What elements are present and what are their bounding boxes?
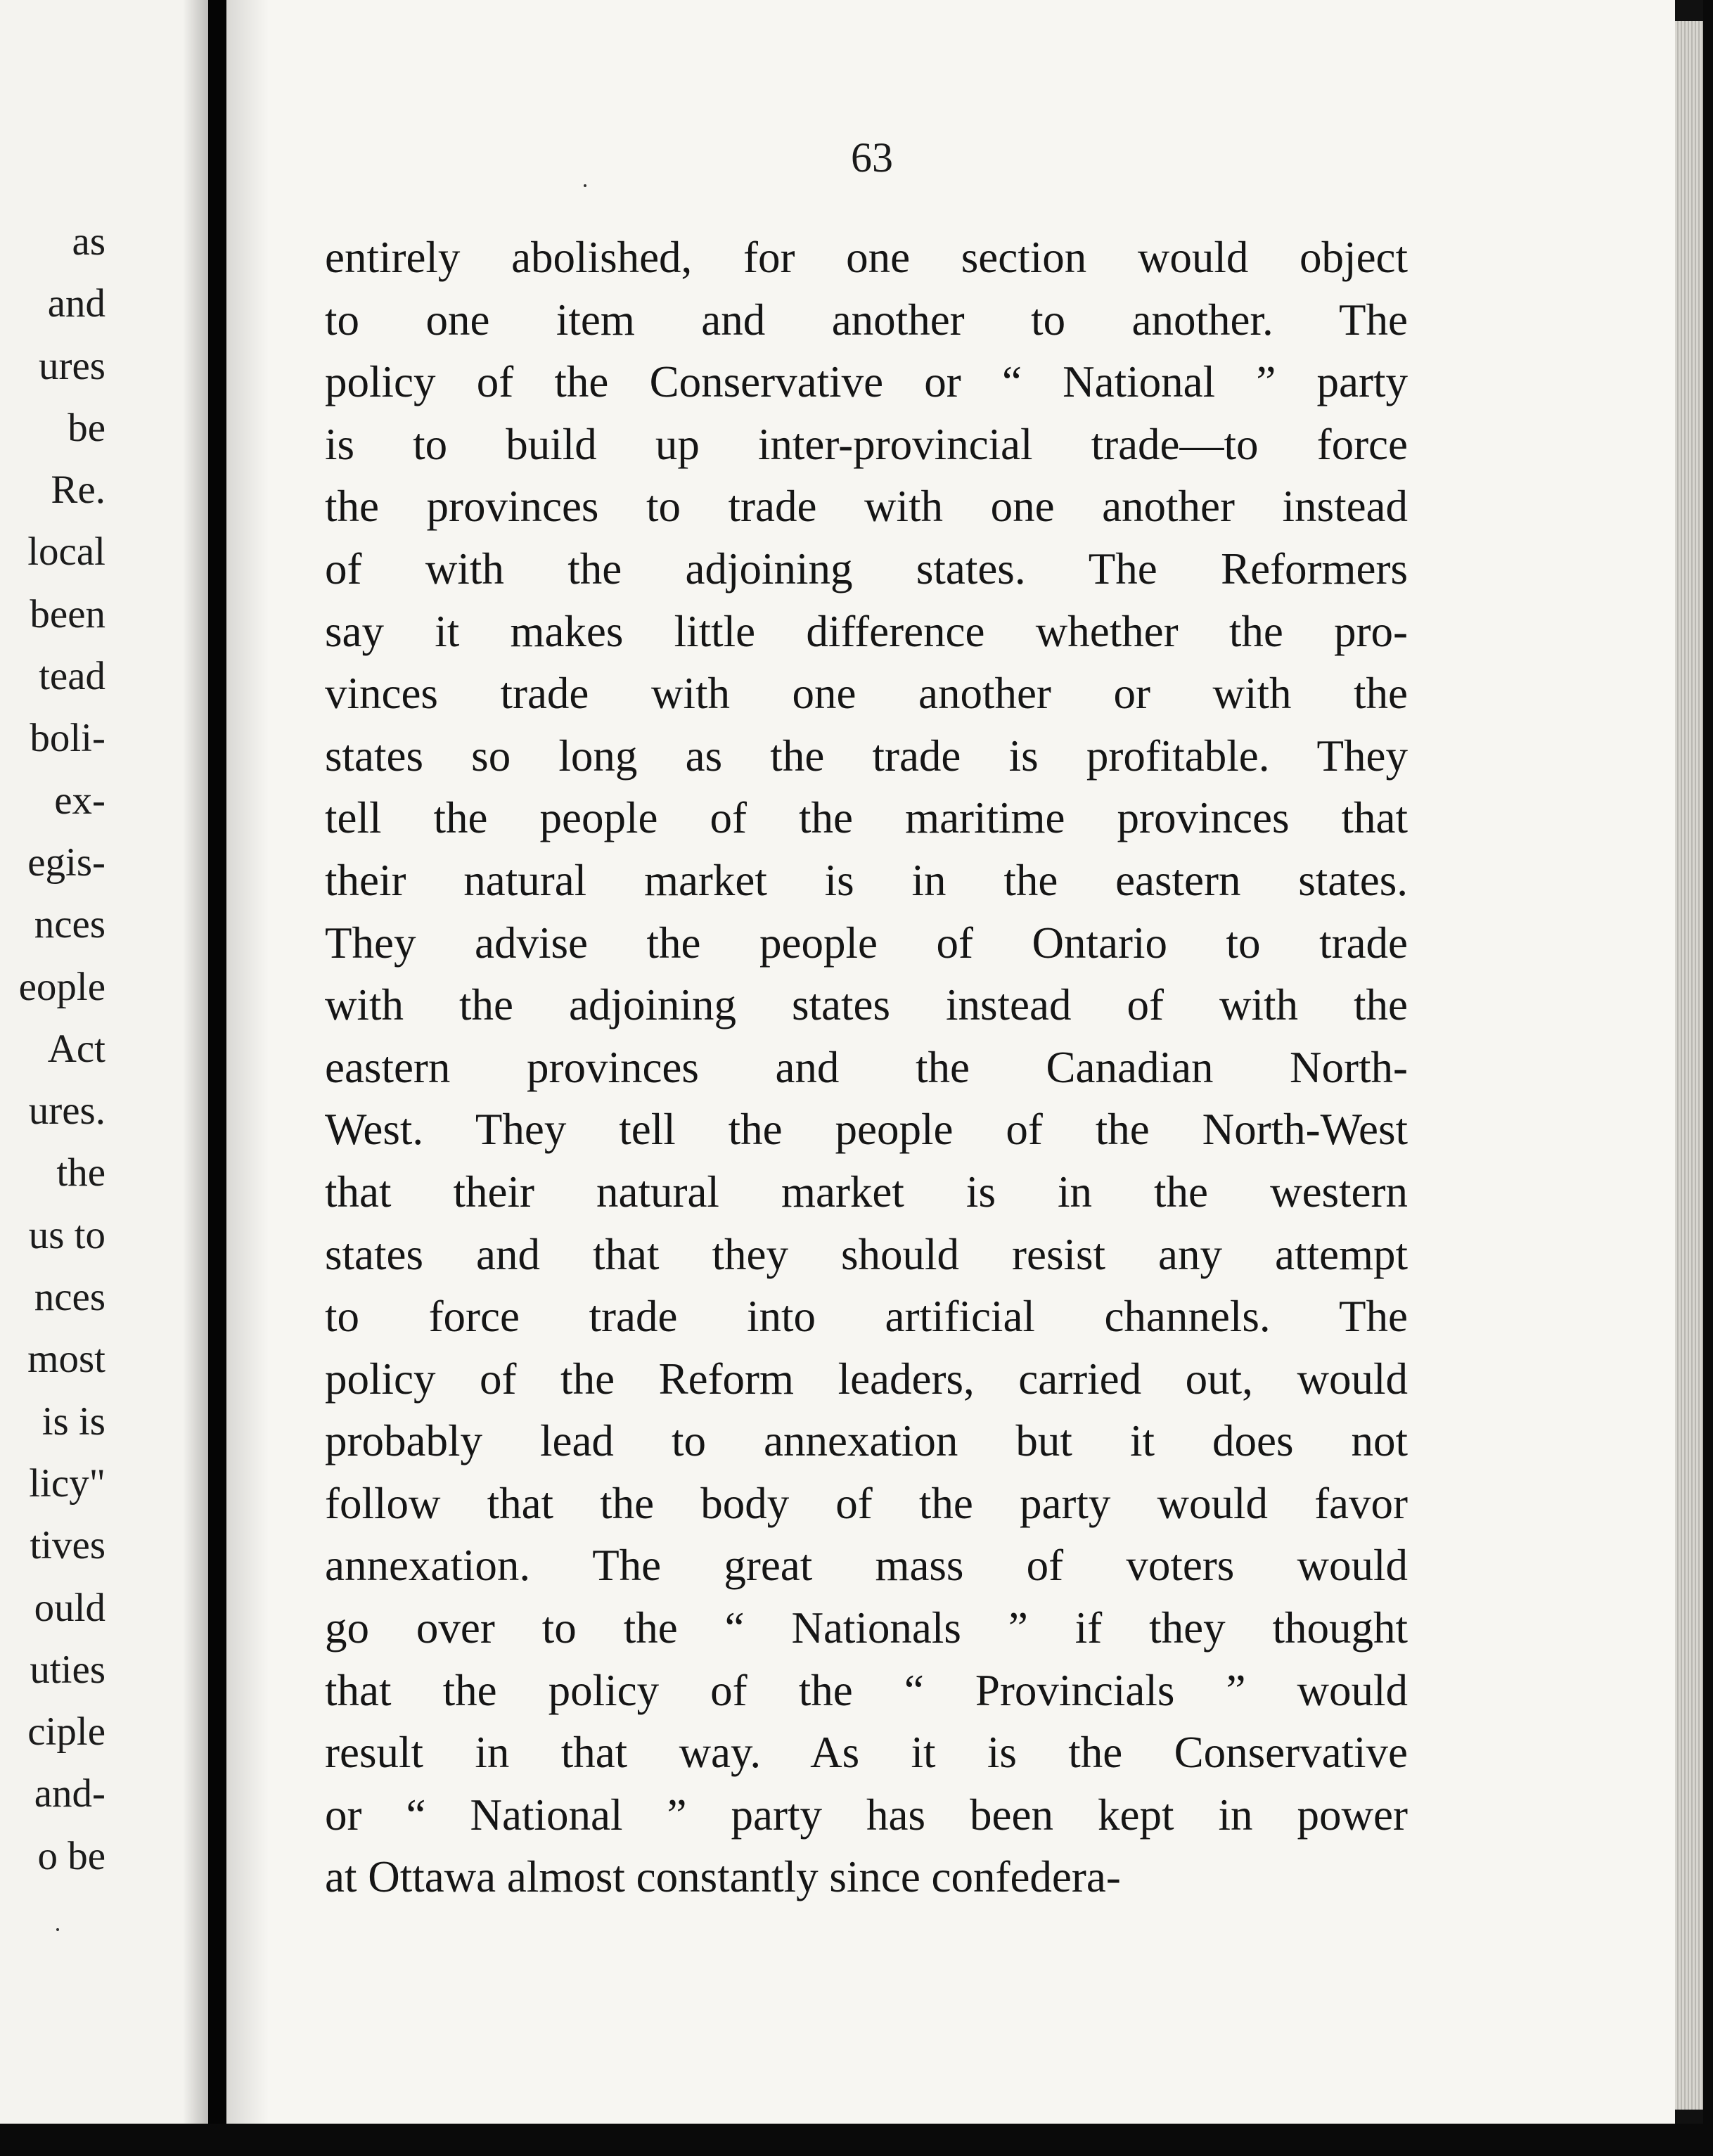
text-line: or “ National ” party has been kept in power <box>325 1790 1408 1840</box>
text-line: West. They tell the people of the North-West <box>325 1105 1408 1155</box>
left-line: ures <box>39 343 105 388</box>
print-speck <box>584 184 586 187</box>
text-line: policy of the Reform leaders, carried out, would <box>325 1354 1408 1404</box>
left-line: uties <box>30 1647 105 1692</box>
text-line: They advise the people of Ontario to trade <box>325 918 1408 968</box>
text-line: follow that the body of the party would favor <box>325 1478 1408 1528</box>
left-line: local <box>27 530 105 575</box>
text-line: to force trade into artificial channels. The <box>325 1292 1408 1342</box>
left-line: ex- <box>54 778 105 823</box>
scan-border-bottom <box>0 2124 1713 2156</box>
text-line: to one item and another to another. The <box>325 295 1408 345</box>
left-line: be <box>68 405 105 450</box>
print-speck <box>56 1928 59 1931</box>
text-line: annexation. The great mass of voters would <box>325 1541 1408 1591</box>
left-line: is is <box>41 1399 105 1444</box>
left-line: o be <box>37 1833 105 1878</box>
left-line: licy" <box>29 1461 105 1506</box>
left-line: as <box>72 219 105 264</box>
left-line: been <box>30 591 105 636</box>
left-line: Re. <box>51 468 105 513</box>
text-line: go over to the “ Nationals ” if they thought <box>325 1603 1408 1653</box>
text-line: tell the people of the maritime provinces that <box>325 793 1408 843</box>
left-line: boli- <box>30 716 105 761</box>
text-line: that the policy of the “ Provincials ” would <box>325 1665 1408 1715</box>
text-line: that their natural market is in the western <box>325 1167 1408 1217</box>
text-line: with the adjoining states instead of with the <box>325 980 1408 1030</box>
left-page-shadow <box>183 0 211 2124</box>
left-line: ould <box>34 1585 105 1630</box>
left-line: and <box>47 281 105 326</box>
left-line: us to <box>28 1212 105 1257</box>
text-line: probably lead to annexation but it does not <box>325 1416 1408 1466</box>
text-line: the provinces to trade with one another instead <box>325 482 1408 532</box>
left-line: nces <box>34 902 105 947</box>
left-line: nces <box>34 1275 105 1320</box>
left-line: the <box>56 1150 105 1195</box>
text-line: states so long as the trade is profitable. They <box>325 731 1408 781</box>
left-line: eople <box>18 964 105 1009</box>
book-gutter <box>208 0 226 2138</box>
text-line: of with the adjoining states. The Reformers <box>325 544 1408 593</box>
text-line: entirely abolished, for one section would object <box>325 233 1408 282</box>
text-line: policy of the Conservative or “ National ” party <box>325 357 1408 407</box>
text-line: is to build up inter-provincial trade—to force <box>325 419 1408 469</box>
text-line: eastern provinces and the Canadian North- <box>325 1042 1408 1092</box>
text-line: vinces trade with one another or with the <box>325 669 1408 719</box>
left-line: tead <box>39 654 105 699</box>
text-line: at Ottawa almost constantly since confedera- <box>325 1852 1121 1902</box>
text-line: their natural market is in the eastern states. <box>325 855 1408 905</box>
body-text <box>325 226 1408 1908</box>
left-line: ciple <box>27 1709 105 1754</box>
left-line: most <box>27 1337 105 1382</box>
scan-border-right <box>1703 0 1713 2156</box>
left-line: and- <box>34 1771 105 1816</box>
text-line: say it makes little difference whether the pro- <box>325 606 1408 656</box>
page-number: 63 <box>851 134 893 181</box>
text-line: result in that way. As it is the Conservative <box>325 1728 1408 1778</box>
left-line: egis- <box>27 840 105 885</box>
text-line: states and that they should resist any attempt <box>325 1229 1408 1279</box>
left-line: ures. <box>28 1089 105 1134</box>
left-page-text <box>0 211 105 1887</box>
left-line: Act <box>47 1026 105 1071</box>
page-stack-edge <box>1675 21 1703 2110</box>
left-page <box>0 0 211 2124</box>
left-line: tives <box>30 1523 105 1568</box>
